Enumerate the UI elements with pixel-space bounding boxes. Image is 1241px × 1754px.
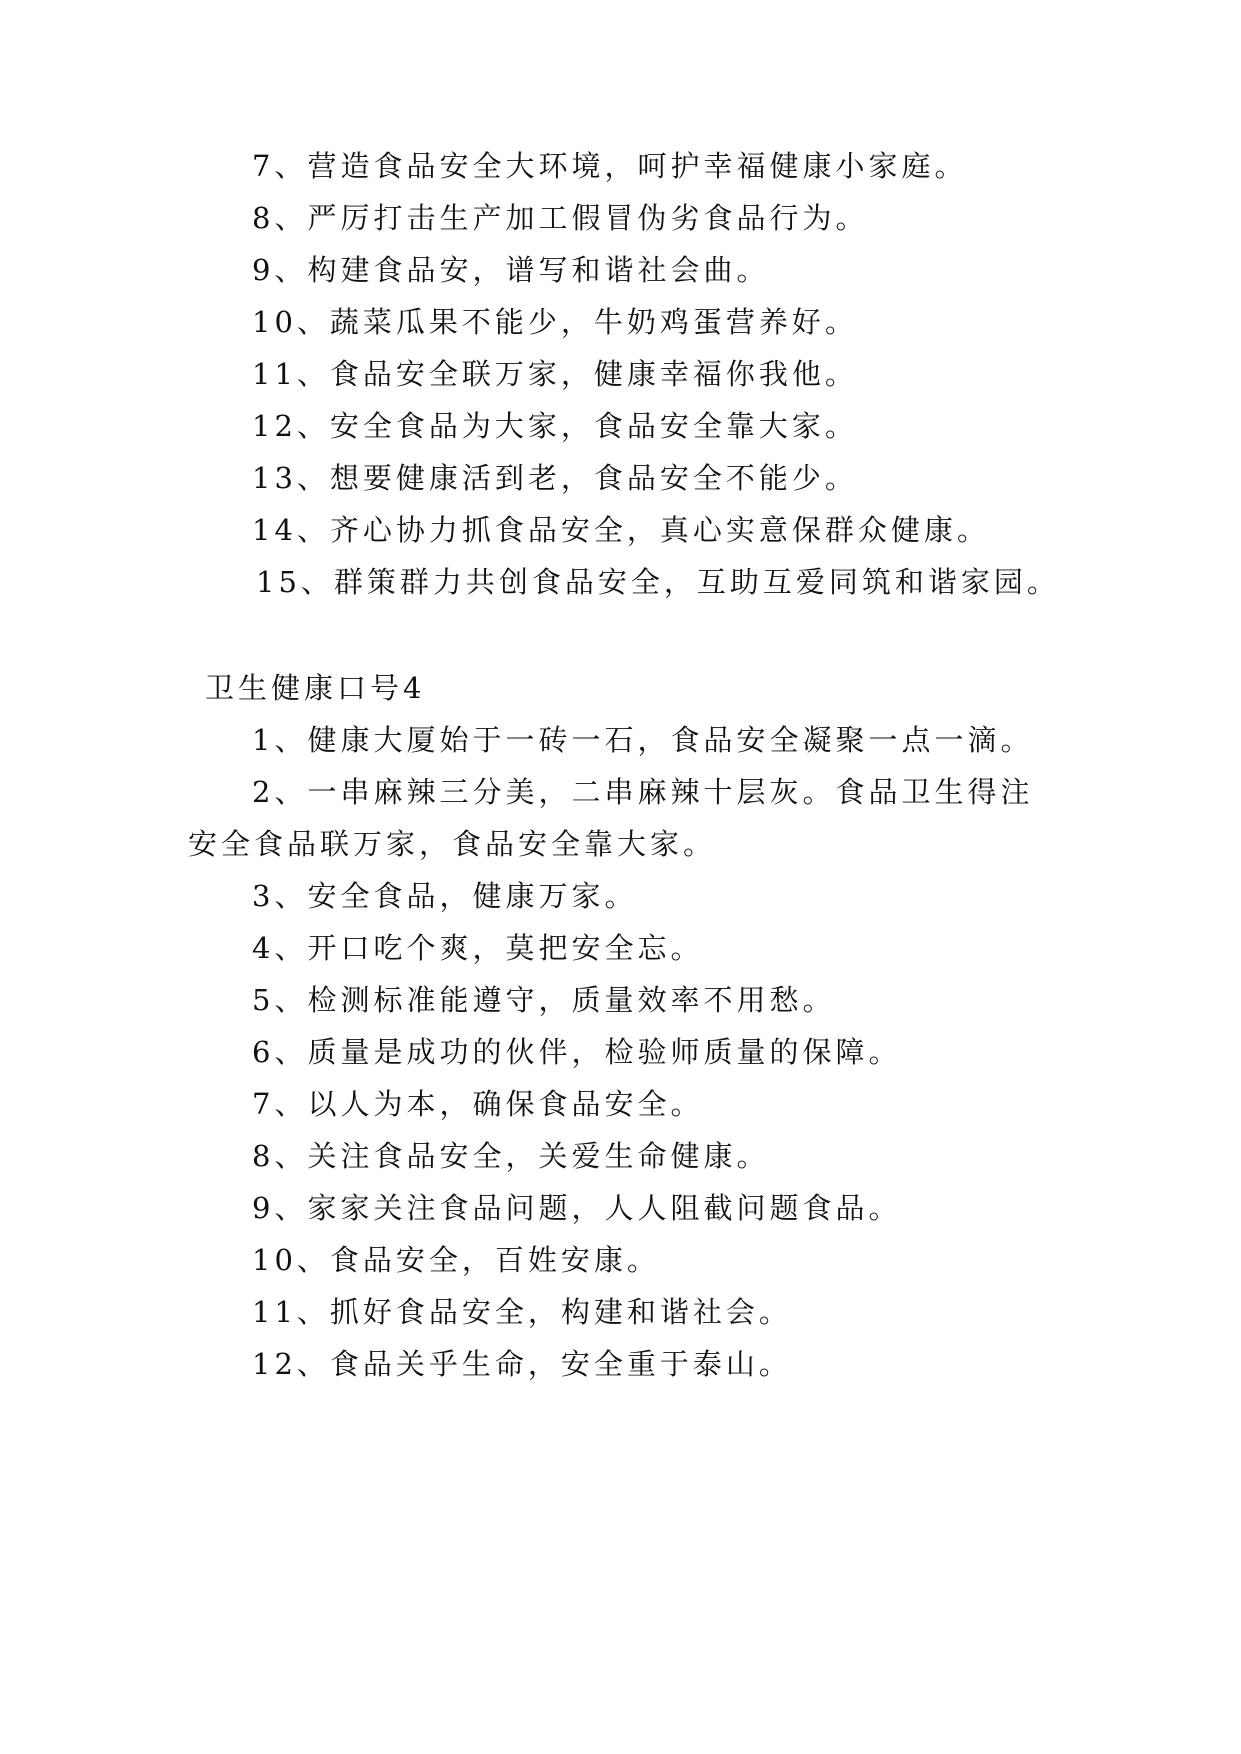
slogan-line-continuation: 安全食品联万家，食品安全靠大家。 [188, 827, 717, 861]
slogan-line: 12、安全食品为大家，食品安全靠大家。 [252, 409, 858, 443]
slogan-line: 12、食品关乎生命，安全重于泰山。 [252, 1347, 792, 1381]
slogan-line: 2、一串麻辣三分美，二串麻辣十层灰。食品卫生得注 [252, 775, 1034, 809]
slogan-line: 8、严厉打击生产加工假冒伪劣食品行为。 [252, 201, 869, 235]
slogan-line: 15、群策群力共创食品安全，互助互爱同筑和谐家园。 [256, 565, 1060, 599]
slogan-line: 9、构建食品安，谱写和谐社会曲。 [252, 253, 770, 287]
slogan-line: 7、以人为本，确保食品安全。 [252, 1087, 704, 1121]
slogan-line: 9、家家关注食品问题，人人阻截问题食品。 [252, 1191, 902, 1225]
slogan-line: 11、抓好食品安全，构建和谐社会。 [252, 1295, 792, 1329]
slogan-line: 14、齐心协力抓食品安全，真心实意保群众健康。 [252, 513, 990, 547]
slogan-line: 11、食品安全联万家，健康幸福你我他。 [252, 357, 858, 391]
slogan-line: 7、营造食品安全大环境，呵护幸福健康小家庭。 [252, 149, 968, 183]
section-heading: 卫生健康口号4 [205, 671, 426, 705]
slogan-line: 6、质量是成功的伙伴，检验师质量的保障。 [252, 1035, 902, 1069]
slogan-line: 1、健康大厦始于一砖一石，食品安全凝聚一点一滴。 [252, 723, 1034, 757]
slogan-line: 4、开口吃个爽，莫把安全忘。 [252, 931, 704, 965]
slogan-line: 10、食品安全，百姓安康。 [252, 1243, 660, 1277]
slogan-line: 5、检测标准能遵守，质量效率不用愁。 [252, 983, 836, 1017]
slogan-line: 3、安全食品，健康万家。 [252, 879, 638, 913]
slogan-line: 10、蔬菜瓜果不能少，牛奶鸡蛋营养好。 [252, 305, 858, 339]
slogan-line: 13、想要健康活到老，食品安全不能少。 [252, 461, 858, 495]
slogan-line: 8、关注食品安全，关爱生命健康。 [252, 1139, 770, 1173]
